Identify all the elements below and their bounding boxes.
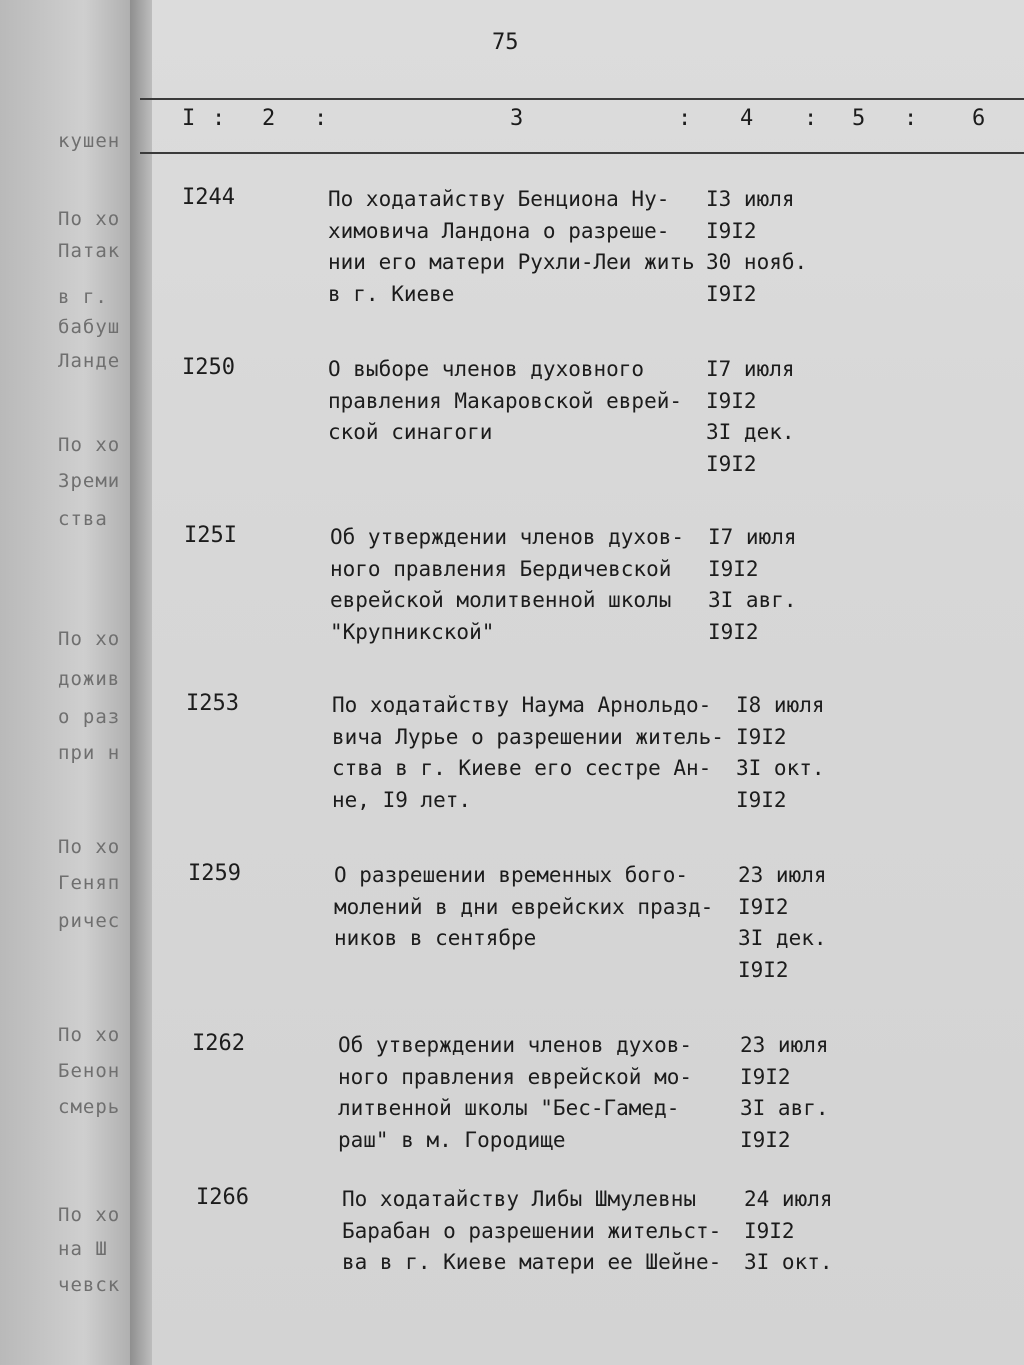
record-date-line: I9I2 bbox=[706, 451, 757, 476]
record-date-line: 30 нояб. bbox=[706, 250, 808, 274]
record-title-line: раш" в м. Городище bbox=[338, 1127, 566, 1152]
record-date-line: I9I2 bbox=[706, 281, 757, 306]
header-top-rule bbox=[140, 98, 1024, 100]
column-header-3: 3 bbox=[510, 106, 524, 131]
record-date-line: 23 июля bbox=[740, 1033, 829, 1057]
record-date-line: I3 июля bbox=[706, 187, 795, 211]
record-title-line: ного правления еврейской мо- bbox=[338, 1064, 693, 1089]
record-title-line: По ходатайству Бенциона Ну- bbox=[328, 187, 670, 211]
record-title-line: правления Макаровской еврей- bbox=[328, 388, 683, 413]
record-title-line: еврейской молитвенной школы bbox=[330, 588, 672, 612]
record-title-line: вича Лурье о разрешении житель- bbox=[332, 724, 724, 749]
record-title-line: нии его матери Рухли-Леи жить bbox=[328, 250, 695, 274]
record-number: I259 bbox=[188, 861, 241, 886]
record-date-line: 24 июля bbox=[744, 1187, 833, 1211]
facing-page-text: По хо bbox=[58, 1024, 121, 1046]
column-separator: : bbox=[804, 106, 818, 131]
facing-page-text: кушен bbox=[58, 130, 121, 152]
record-number: I250 bbox=[182, 355, 235, 380]
record-date-line: I7 июля bbox=[706, 357, 795, 381]
facing-page-text: Бенон bbox=[58, 1060, 121, 1082]
record-title-line: ников в сентябре bbox=[334, 926, 537, 950]
column-separator: : bbox=[212, 106, 226, 131]
record-date-line: I9I2 bbox=[708, 556, 759, 581]
facing-page-text: Ланде bbox=[58, 350, 121, 372]
record-date-line: 23 июля bbox=[738, 863, 827, 887]
record-date-line: I7 июля bbox=[708, 525, 797, 549]
facing-page-text: По хо bbox=[58, 836, 121, 858]
facing-page-text: на Ш bbox=[58, 1238, 108, 1260]
record-date-line: 3I окт. bbox=[736, 756, 825, 780]
facing-page-text: чевск bbox=[58, 1274, 121, 1296]
facing-page-text: Зреми bbox=[58, 470, 121, 492]
record-date-line: I9I2 bbox=[740, 1064, 791, 1089]
record-title-line: ва в г. Киеве матери ее Шейне- bbox=[342, 1250, 722, 1274]
column-separator: : bbox=[904, 106, 918, 131]
record-date-line: I9I2 bbox=[706, 388, 757, 413]
record-title-line: Барабан о разрешении жительст- bbox=[342, 1218, 722, 1243]
record-title-line: химовича Ландона о разреше- bbox=[328, 218, 670, 243]
record-number: I253 bbox=[186, 691, 239, 716]
record-title-line: О выборе членов духовного bbox=[328, 357, 645, 381]
facing-page-text: Патак bbox=[58, 240, 121, 262]
column-separator: : bbox=[678, 106, 692, 131]
record-number: I244 bbox=[182, 185, 235, 210]
record-date-line: 3I дек. bbox=[738, 926, 827, 950]
facing-page-text: дожив bbox=[58, 668, 121, 690]
page-number: 75 bbox=[492, 30, 519, 55]
record-title-line: ства в г. Киеве его сестре Ан- bbox=[332, 756, 712, 780]
record-title-line: Об утверждении членов духов- bbox=[338, 1033, 693, 1057]
record-date-line: 3I дек. bbox=[706, 420, 795, 444]
record-date-line: 3I авг. bbox=[740, 1096, 829, 1120]
record-title-line: ской синагоги bbox=[328, 420, 493, 444]
record-date-line: 3I окт. bbox=[744, 1250, 833, 1274]
record-title-line: "Крупникской" bbox=[330, 619, 495, 644]
record-date-line: I9I2 bbox=[736, 724, 787, 749]
facing-page-text: в г. bbox=[58, 286, 108, 308]
facing-page-text: По хо bbox=[58, 628, 121, 650]
record-date-line: I8 июля bbox=[736, 693, 825, 717]
column-header-2: 2 bbox=[262, 106, 276, 131]
record-title-line: По ходатайству Наума Арнольдо- bbox=[332, 693, 712, 717]
facing-page-text: ства bbox=[58, 508, 108, 530]
left-page-bleed bbox=[0, 0, 140, 1365]
column-separator: : bbox=[314, 106, 328, 131]
facing-page-text: при н bbox=[58, 742, 121, 764]
record-date-line: I9I2 bbox=[744, 1218, 795, 1243]
record-date-line: I9I2 bbox=[738, 957, 789, 982]
column-header-5: 5 bbox=[852, 106, 866, 131]
column-header-6: 6 bbox=[972, 106, 986, 131]
column-header-1: I bbox=[182, 106, 196, 131]
facing-page-text: По хо bbox=[58, 1204, 121, 1226]
record-title-line: в г. Киеве bbox=[328, 281, 455, 306]
facing-page-text: о раз bbox=[58, 706, 121, 728]
header-bottom-rule bbox=[140, 152, 1024, 154]
record-number: I25I bbox=[184, 523, 237, 548]
facing-page-text: По хо bbox=[58, 434, 121, 456]
facing-page-text: бабуш bbox=[58, 316, 121, 338]
record-number: I262 bbox=[192, 1031, 245, 1056]
record-title-line: ного правления Бердичевской bbox=[330, 556, 672, 581]
record-date-line: I9I2 bbox=[736, 787, 787, 812]
facing-page-text: смерь bbox=[58, 1096, 121, 1118]
record-title-line: О разрешении временных бого- bbox=[334, 863, 689, 887]
record-number: I266 bbox=[196, 1185, 249, 1210]
record-title-line: молений в дни еврейских празд- bbox=[334, 894, 714, 919]
facing-page-text: Геняп bbox=[58, 872, 121, 894]
record-title-line: Об утверждении членов духов- bbox=[330, 525, 685, 549]
record-date-line: I9I2 bbox=[706, 218, 757, 243]
record-date-line: 3I авг. bbox=[708, 588, 797, 612]
record-title-line: По ходатайству Либы Шмулевны bbox=[342, 1187, 697, 1211]
column-header-4: 4 bbox=[740, 106, 754, 131]
record-date-line: I9I2 bbox=[738, 894, 789, 919]
record-date-line: I9I2 bbox=[708, 619, 759, 644]
record-title-line: не, I9 лет. bbox=[332, 787, 472, 812]
facing-page-text: По хо bbox=[58, 208, 121, 230]
record-title-line: литвенной школы "Бес-Гамед- bbox=[338, 1096, 680, 1120]
book-gutter bbox=[130, 0, 152, 1365]
record-date-line: I9I2 bbox=[740, 1127, 791, 1152]
facing-page-text: ричес bbox=[58, 910, 121, 932]
